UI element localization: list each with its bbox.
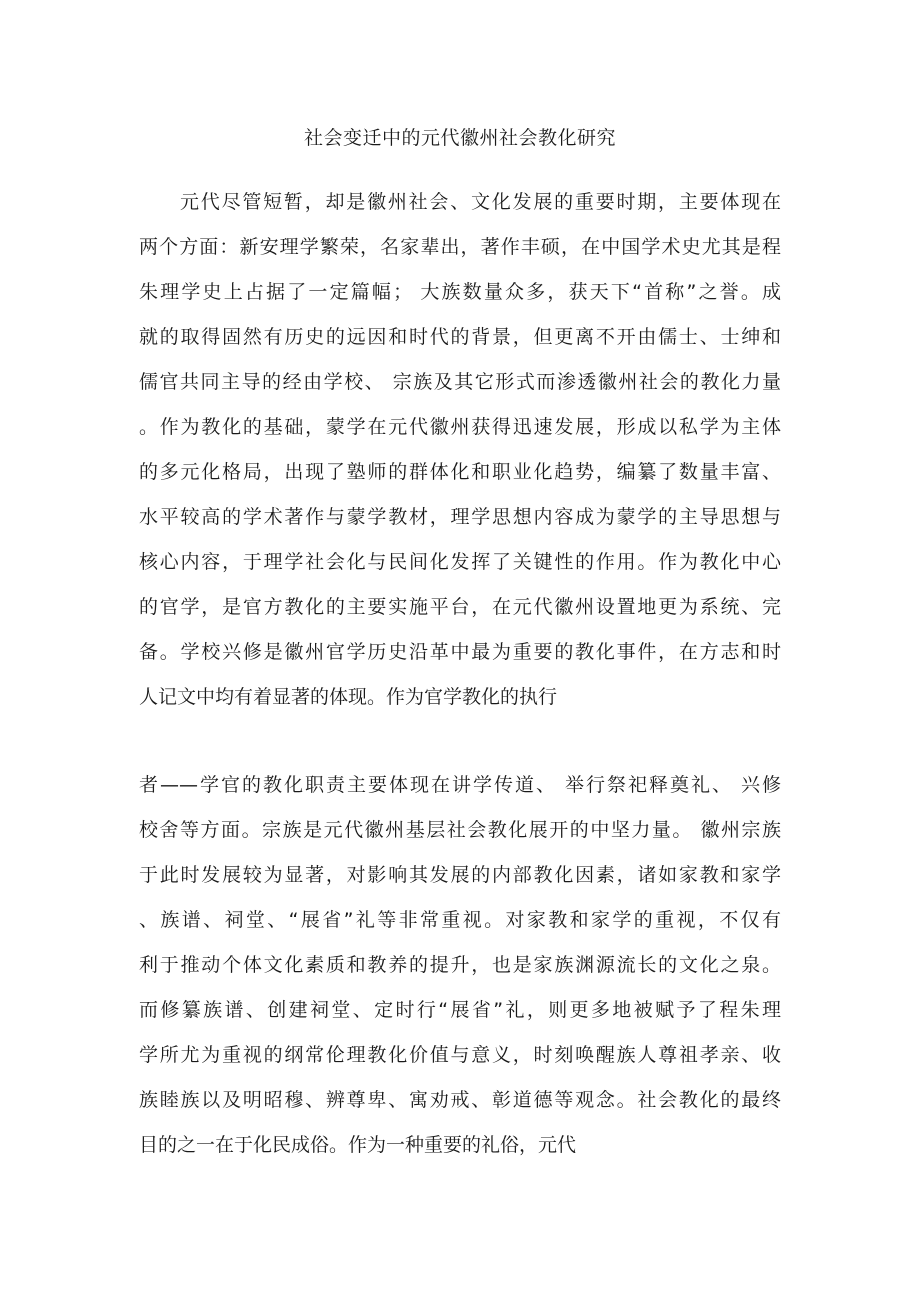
paragraph-line: 者——学官的教化职责主要体现在讲学传道、 举行祭祀释奠礼、 兴修 [139, 774, 781, 796]
paragraph-1 [139, 188, 781, 728]
paragraph-line: 于此时发展较为显著，对影响其发展的内部教化因素，诸如家教和家学 [139, 864, 781, 886]
paragraph-line: 的多元化格局，出现了塾师的群体化和职业化趋势，编纂了数量丰富、 [139, 461, 781, 483]
paragraph-line: 学所尤为重视的纲常伦理教化价值与意义，时刻唤醒族人尊祖孝亲、收 [139, 1044, 781, 1066]
paragraph-line: 利于推动个体文化素质和教养的提升，也是家族渊源流长的文化之泉。 [139, 954, 781, 976]
paragraph-line: 族睦族以及明昭穆、辨尊卑、寓劝戒、彰道德等观念。社会教化的最终 [139, 1089, 781, 1111]
paragraph-line: 目的之一在于化民成俗。作为一种重要的礼俗，元代 [139, 1134, 577, 1156]
paragraph-line: 校舍等方面。宗族是元代徽州基层社会教化展开的中坚力量。 徽州宗族 [139, 819, 781, 841]
paragraph-line: 备。学校兴修是徽州官学历史沿革中最为重要的教化事件，在方志和时 [139, 641, 781, 663]
paragraph-line: 的官学，是官方教化的主要实施平台，在元代徽州设置地更为系统、完 [139, 596, 781, 618]
paragraph-line: 而修纂族谱、创建祠堂、定时行“展省”礼，则更多地被赋予了程朱理 [139, 999, 781, 1021]
paragraph-line: 朱理学史上占据了一定篇幅； 大族数量众多，获天下“首称”之誉。成 [139, 281, 781, 303]
document-title: 社会变迁中的元代徽州社会教化研究 [303, 127, 616, 149]
paragraph-line: 人记文中均有着显著的体现。作为官学教化的执行 [139, 686, 558, 708]
paragraph-line: 两个方面：新安理学繁荣，名家辈出，著作丰硕，在中国学术史尤其是程 [139, 236, 781, 258]
paragraph-line: 核心内容，于理学社会化与民间化发挥了关键性的作用。作为教化中心 [139, 551, 781, 573]
paragraph-line: 儒官共同主导的经由学校、 宗族及其它形式而渗透徽州社会的教化力量 [139, 371, 781, 393]
paragraph-line: 、族谱、祠堂、“展省”礼等非常重视。对家教和家学的重视，不仅有 [139, 909, 781, 931]
paragraph-2 [139, 771, 781, 1176]
paragraph-line: 水平较高的学术著作与蒙学教材，理学思想内容成为蒙学的主导思想与 [139, 506, 781, 528]
paragraph-line: 。作为教化的基础，蒙学在元代徽州获得迅速发展，形成以私学为主体 [139, 416, 781, 438]
paragraph-line: 就的取得固然有历史的远因和时代的背景，但更离不开由儒士、士绅和 [139, 326, 781, 348]
paragraph-line: 元代尽管短暂，却是徽州社会、文化发展的重要时期，主要体现在 [180, 191, 781, 213]
